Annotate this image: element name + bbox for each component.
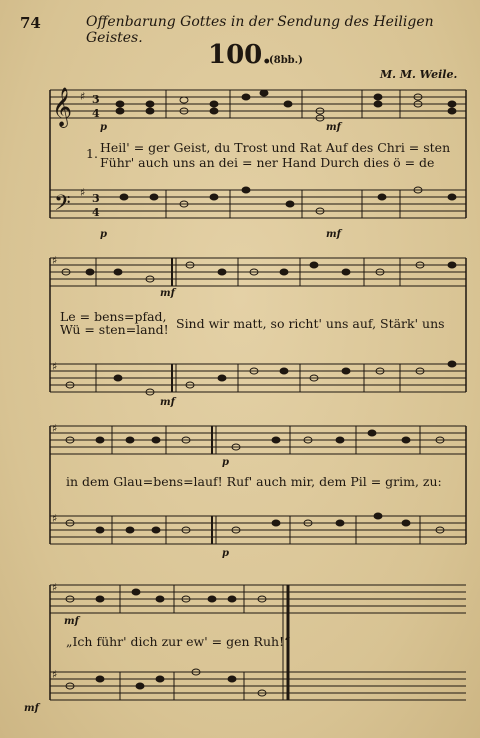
running-title: Offenbarung Gottes in der Sendung des Heiligen Geistes.: [86, 14, 434, 46]
svg-text:♯: ♯: [52, 422, 58, 435]
svg-text:♯: ♯: [52, 668, 58, 681]
dynamic-mf: mf: [64, 616, 79, 627]
staff-1-treble: [50, 90, 466, 118]
dynamic-mf: mf: [24, 703, 39, 714]
dynamic-p: p: [222, 457, 229, 468]
lyric-line-4: „Ich führ' dich zur ew' = gen Ruh!“: [66, 634, 291, 649]
lyric-line-2c: Sind wir matt, so richt' uns auf, Stärk' uns: [176, 316, 445, 331]
staff-4-bass: [50, 672, 466, 700]
svg-text:𝄞: 𝄞: [52, 87, 73, 127]
staff-1-bass: [50, 190, 466, 218]
svg-text:♯: ♯: [52, 581, 58, 594]
svg-text:♯: ♯: [80, 186, 86, 199]
svg-text:♯: ♯: [80, 90, 86, 103]
svg-text:𝄢: 𝄢: [54, 191, 71, 221]
staff-2-bass: [50, 364, 466, 392]
hymn-number: 100.: [208, 40, 272, 70]
lyric-line-1b: Führ' auch uns an dei = ner Hand Durch dies ö = de: [100, 155, 435, 170]
svg-text:3: 3: [92, 192, 100, 205]
svg-text:♯: ♯: [52, 512, 58, 525]
lyric-line-1a: Heil' = ger Geist, du Trost und Rat Auf des Chri = sten: [100, 140, 451, 155]
dynamic-p: p: [100, 229, 107, 240]
dynamic-mf: mf: [326, 229, 341, 240]
dynamic-mf: mf: [160, 397, 175, 408]
dynamic-mf: mf: [326, 122, 341, 133]
lyric-line-3: in dem Glau=bens=lauf! Ruf' auch mir, dem Pil = grim, zu:: [66, 474, 442, 489]
dynamic-mf: mf: [160, 288, 175, 299]
svg-text:3: 3: [92, 93, 100, 106]
svg-text:4: 4: [92, 107, 100, 120]
svg-text:♯: ♯: [52, 254, 58, 267]
composer-credit: M. M. Weile.: [380, 68, 458, 81]
svg-text:♯: ♯: [52, 360, 58, 373]
page-number: 74: [20, 14, 41, 32]
lyric-line-2b: Wü = sten=land!: [60, 322, 169, 337]
hymn-meter: (8bb.): [269, 55, 303, 66]
dynamic-p: p: [100, 122, 107, 133]
stanza-number: 1.: [86, 146, 98, 161]
svg-text:4: 4: [92, 206, 100, 219]
dynamic-p: p: [222, 548, 229, 559]
lyric-line-2a: Le = bens=pfad,: [60, 309, 167, 324]
